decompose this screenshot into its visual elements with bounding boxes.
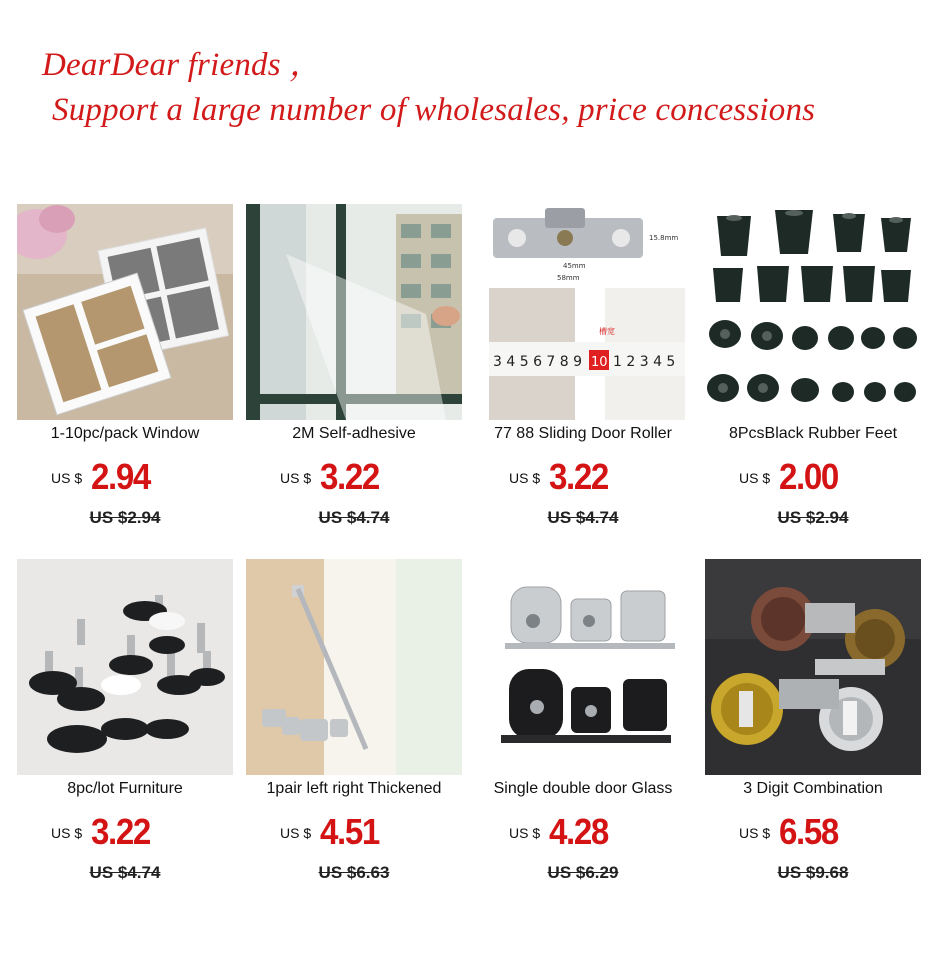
price-row [705,456,921,500]
product-name[interactable]: Single double door Glass [493,780,673,797]
roller-dimension-c: 15.8mm [649,234,679,242]
currency-label: US $ [280,470,312,486]
window-stay-hinge-image[interactable] [246,559,462,775]
sale-price: 2.94 [91,456,150,497]
original-price: US $9.68 [777,863,849,882]
sale-price: 6.58 [779,811,838,852]
sale-price: 3.22 [320,456,379,497]
currency-label: US $ [51,825,83,841]
price-row [246,456,462,500]
window-screen-patch-image[interactable] [17,204,233,420]
tape-mark: 10 [591,355,608,370]
glass-door-lock-image[interactable] [475,559,691,775]
greeting-headline: DearDear friends ， [42,47,323,83]
price-row [17,811,233,855]
currency-label: US $ [280,825,312,841]
combination-lock-image[interactable] [705,559,921,775]
price-row [246,811,462,855]
rubber-feet-image[interactable] [705,204,921,420]
price-row [17,456,233,500]
currency-label: US $ [739,825,771,841]
tape-digits-b: 1 2 3 4 5 [613,354,676,370]
product-name[interactable]: 77 88 Sliding Door Roller [494,425,672,442]
currency-label: US $ [509,825,541,841]
sale-price: 3.22 [91,811,150,852]
product-name[interactable]: 1pair left right Thickened [266,780,442,797]
furniture-leveler-image[interactable] [17,559,233,775]
roller-dimension-a: 45mm [563,262,586,270]
tape-note: 槽宽 [599,327,615,336]
sale-price: 4.51 [320,811,379,852]
product-name[interactable]: 2M Self-adhesive [292,425,416,442]
tape-digits: 3 4 5 6 7 8 9 [493,354,583,370]
door-roller-image[interactable] [475,204,691,420]
product-name[interactable]: 8PcsBlack Rubber Feet [728,425,898,442]
sale-price: 2.00 [779,456,838,497]
original-price: US $6.29 [547,863,619,882]
original-price: US $4.74 [89,863,161,882]
currency-label: US $ [51,470,83,486]
currency-label: US $ [509,470,541,486]
promo-headline: Support a large number of wholesales, price concessions [52,92,816,128]
product-name[interactable]: 3 Digit Combination [743,780,883,797]
sale-price: 4.28 [549,811,608,852]
original-price: US $4.74 [547,508,619,527]
original-price: US $6.63 [318,863,390,882]
sale-price: 3.22 [549,456,608,497]
product-name[interactable]: 1-10pc/pack Window [50,425,200,442]
original-price: US $4.74 [318,508,390,527]
original-price: US $2.94 [777,508,849,527]
currency-label: US $ [739,470,771,486]
price-row [705,811,921,855]
product-name[interactable]: 8pc/lot Furniture [67,780,183,797]
roller-dimension-b: 58mm [557,274,580,282]
window-mesh-image[interactable] [246,204,462,420]
price-row [475,811,691,855]
original-price: US $2.94 [89,508,161,527]
price-row [475,456,691,500]
